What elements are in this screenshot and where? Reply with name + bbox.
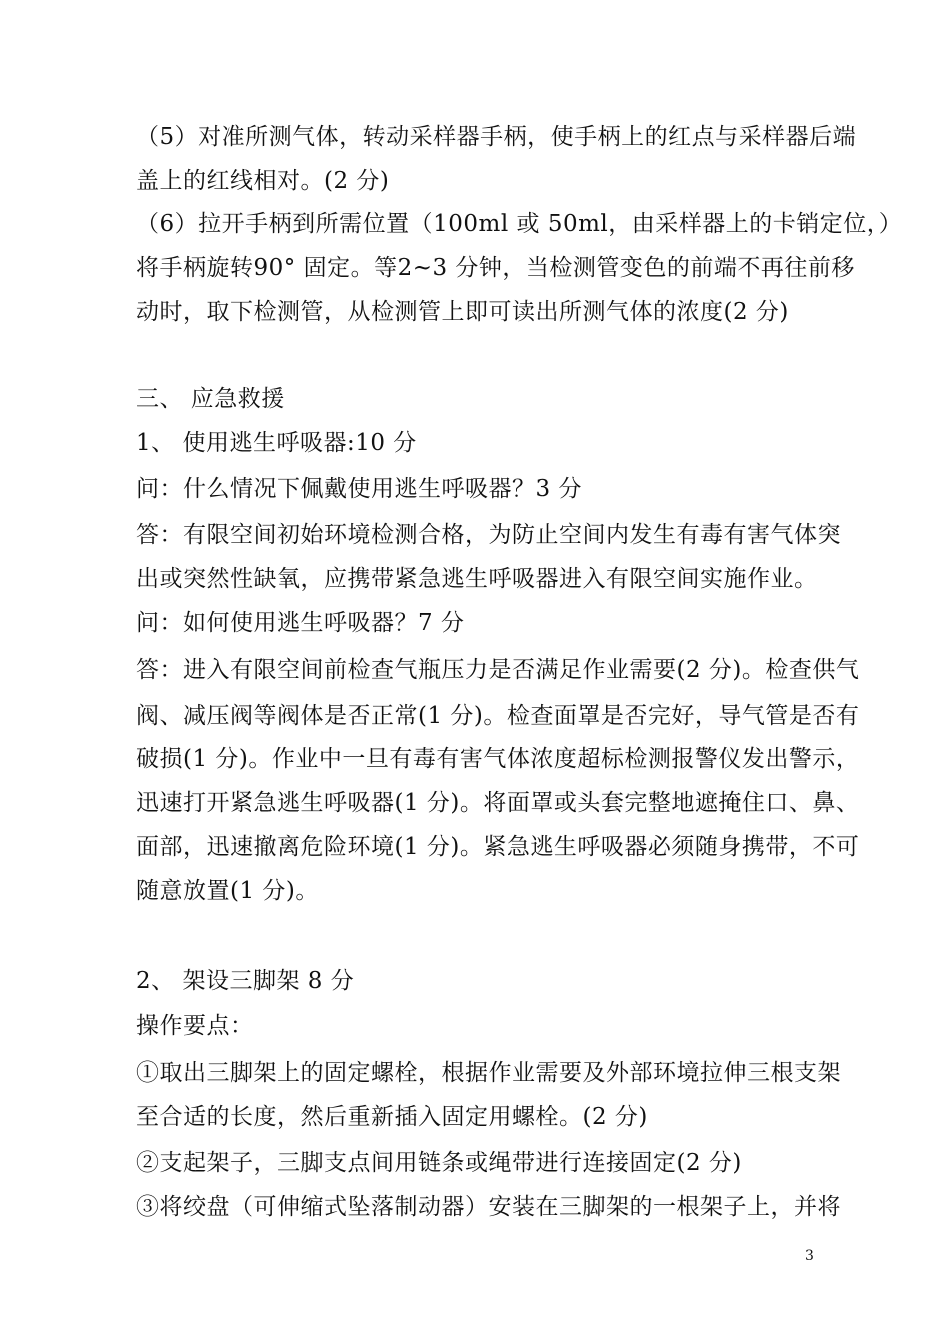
subsection-heading: 1、 使用逃生呼吸器:10 分 bbox=[136, 430, 417, 456]
list-item: ③将绞盘（可伸缩式坠落制动器）安装在三脚架的一根架子上，并将 bbox=[136, 1194, 841, 1220]
answer-line: 面部，迅速撤离危险环境(1 分)。紧急逃生呼吸器必须随身携带，不可 bbox=[136, 834, 860, 860]
text-line: 操作要点： bbox=[136, 1013, 254, 1039]
answer-line: 破损(1 分)。作业中一旦有毒有害气体浓度超标检测报警仪发出警示， bbox=[136, 746, 860, 772]
text-line: 盖上的红线相对。(2 分) bbox=[136, 168, 390, 194]
subsection-heading: 2、 架设三脚架 8 分 bbox=[136, 968, 355, 994]
list-item: ①取出三脚架上的固定螺栓，根据作业需要及外部环境拉伸三根支架 bbox=[136, 1060, 841, 1086]
list-item: 至合适的长度，然后重新插入固定用螺栓。(2 分) bbox=[136, 1104, 648, 1130]
text-line: （6）拉开手柄到所需位置（100ml 或 50ml，由采样器上的卡销定位，） bbox=[136, 211, 903, 237]
answer-line: 答：有限空间初始环境检测合格，为防止空间内发生有毒有害气体突 bbox=[136, 522, 841, 548]
question-line: 问：什么情况下佩戴使用逃生呼吸器？3 分 bbox=[136, 476, 582, 502]
question-line: 问：如何使用逃生呼吸器？7 分 bbox=[136, 610, 465, 636]
text-line: 将手柄旋转90° 固定。等2~3 分钟，当检测管变色的前端不再往前移 bbox=[136, 255, 855, 281]
answer-line: 随意放置(1 分)。 bbox=[136, 878, 319, 904]
text-line: （5）对准所测气体，转动采样器手柄，使手柄上的红点与采样器后端 bbox=[136, 124, 857, 150]
page-number: 3 bbox=[805, 1248, 814, 1264]
answer-line: 答：进入有限空间前检查气瓶压力是否满足作业需要(2 分)。检查供气 bbox=[136, 657, 860, 683]
list-item: ②支起架子，三脚支点间用链条或绳带进行连接固定(2 分) bbox=[136, 1150, 742, 1176]
answer-line: 出或突然性缺氧，应携带紧急逃生呼吸器进入有限空间实施作业。 bbox=[136, 566, 818, 592]
answer-line: 阀、减压阀等阀体是否正常(1 分)。检查面罩是否完好，导气管是否有 bbox=[136, 703, 860, 729]
section-heading: 三、 应急救援 bbox=[136, 386, 285, 412]
answer-line: 迅速打开紧急逃生呼吸器(1 分)。将面罩或头套完整地遮掩住口、鼻、 bbox=[136, 790, 860, 816]
text-line: 动时，取下检测管，从检测管上即可读出所测气体的浓度(2 分) bbox=[136, 299, 789, 325]
